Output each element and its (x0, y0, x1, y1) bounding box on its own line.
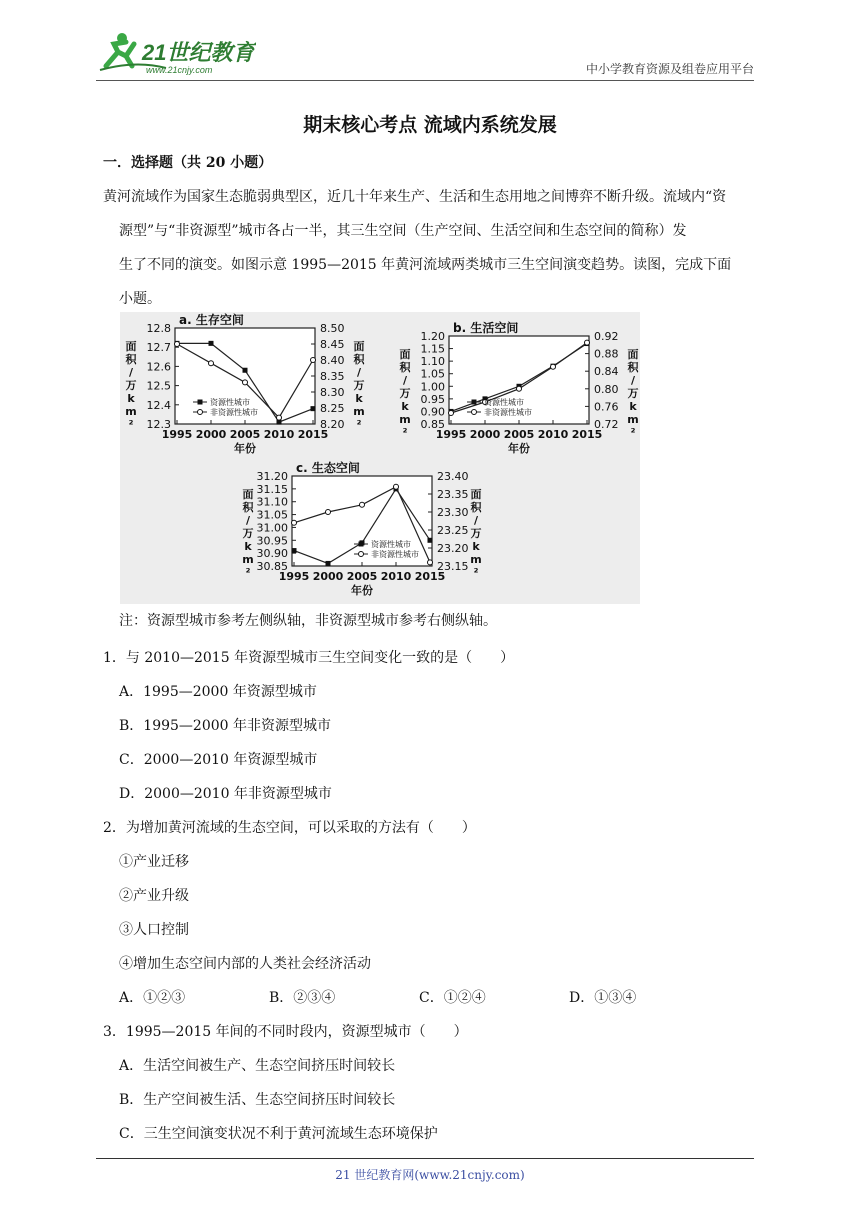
y-axis-label-left: k (401, 400, 409, 413)
y-axis-label-right: 积 (353, 353, 365, 366)
x-tick-label: 2000 (312, 570, 344, 583)
y-axis-label-left: 万 (125, 379, 137, 392)
figure-panel (120, 312, 640, 604)
x-axis-label: 年份 (234, 442, 256, 455)
y-tick-label-right: 23.30 (437, 506, 469, 519)
page-title: 期末核心考点 流域内系统发展 (303, 114, 557, 136)
y-tick-label-left: 1.10 (420, 355, 445, 369)
y-axis-label-right: k (629, 400, 637, 413)
x-tick-label: 2010 (263, 428, 295, 441)
y-axis-label-left: 积 (125, 353, 137, 366)
runner-logo-icon (96, 30, 256, 76)
site-logo (96, 30, 256, 76)
y-tick-label-left: 30.90 (256, 547, 288, 561)
data-point (243, 380, 248, 385)
x-tick-label: 2010 (380, 570, 412, 583)
data-point (277, 415, 282, 420)
y-axis-label-left: ² (402, 426, 408, 439)
option-d[interactable]: D．①③④ (569, 990, 637, 1006)
y-axis-label-right: 万 (470, 527, 482, 540)
y-tick-label-left: 30.95 (256, 534, 288, 548)
x-tick-label: 2015 (414, 570, 446, 583)
chart-title: a. 生存空间 (179, 313, 244, 327)
y-tick-label-left: 12.6 (146, 360, 171, 374)
y-tick-label-left: 30.85 (256, 560, 288, 573)
option-b[interactable]: B．生产空间被生活、生态空间挤压时间较长 (119, 1092, 396, 1108)
y-axis-label-left: 万 (399, 387, 411, 400)
question-stem: 3．1995—2015 年间的不同时段内，资源型城市（ ） (103, 1024, 468, 1040)
data-point (175, 342, 180, 347)
legend-marker (472, 400, 477, 405)
legend-marker (198, 410, 203, 415)
y-axis-label-right: m (470, 553, 482, 566)
data-point (585, 340, 590, 345)
logo-url: www.21cnjy.com (146, 65, 213, 75)
y-axis-label-right: m (353, 405, 365, 418)
chart-title: c. 生态空间 (296, 461, 360, 475)
option-a[interactable]: A．生活空间被生产、生态空间挤压时间较长 (119, 1058, 396, 1074)
data-point (360, 502, 365, 507)
footer-divider (96, 1158, 754, 1159)
page-header (0, 0, 860, 90)
y-tick-label-left: 31.15 (256, 482, 288, 496)
y-tick-label-left: 12.3 (146, 418, 171, 431)
data-point (517, 386, 522, 391)
y-tick-label-left: 12.5 (146, 379, 171, 393)
x-tick-label: 2015 (571, 428, 603, 441)
y-axis-label-right: / (356, 366, 362, 379)
statement-item: ④增加生态空间内部的人类社会经济活动 (119, 956, 371, 972)
charts-svg (120, 312, 640, 604)
y-tick-label-left: 31.20 (256, 470, 288, 483)
x-axis-label: 年份 (351, 584, 373, 597)
x-tick-label: 2015 (297, 428, 329, 441)
y-axis-label-left: k (127, 392, 135, 405)
y-axis-label-right: 万 (627, 387, 639, 400)
y-axis-label-right: 面 (627, 348, 639, 361)
option-c[interactable]: C．①②④ (419, 990, 486, 1006)
x-tick-label: 2000 (469, 428, 501, 441)
legend-label: 资源性城市 (484, 398, 524, 407)
legend-marker (359, 552, 364, 557)
data-point (209, 361, 214, 366)
x-tick-label: 2005 (229, 428, 261, 441)
logo-text: 21世纪教育 (142, 40, 255, 65)
y-axis-label-left: ² (128, 418, 134, 431)
header-tagline: 中小学教育资源及组卷应用平台 (585, 62, 754, 76)
y-tick-label-left: 1.15 (420, 342, 445, 356)
data-point (449, 411, 454, 416)
y-tick-label-left: 0.90 (420, 405, 445, 419)
option-a[interactable]: A．1995—2000 年资源型城市 (119, 684, 317, 700)
y-tick-label-right: 8.30 (320, 386, 345, 399)
y-axis-label-right: / (473, 514, 479, 527)
y-tick-label-left: 0.85 (420, 418, 445, 431)
legend-marker (198, 400, 203, 405)
y-tick-label-right: 0.80 (594, 382, 619, 396)
y-axis-label-right: 积 (470, 501, 482, 514)
legend-label: 非资源性城市 (210, 408, 258, 417)
option-c[interactable]: C．2000—2010 年资源型城市 (119, 752, 318, 768)
x-tick-label: 1995 (435, 428, 467, 441)
y-tick-label-right: 0.76 (594, 400, 619, 414)
y-tick-label-left: 12.4 (146, 398, 171, 412)
statement-item: ③人口控制 (119, 922, 189, 938)
y-axis-label-left: ² (245, 566, 251, 579)
y-axis-label-right: ² (630, 426, 636, 439)
y-axis-label-right: ² (473, 566, 479, 579)
x-tick-label: 1995 (161, 428, 193, 441)
header-divider (96, 80, 754, 81)
y-tick-label-right: 0.84 (594, 365, 619, 379)
x-tick-label: 1995 (278, 570, 310, 583)
y-axis-label-right: m (627, 413, 639, 426)
question-stem: 1．与 2010—2015 年资源型城市三生空间变化一致的是（ ） (103, 650, 515, 666)
data-point (311, 406, 316, 411)
option-a[interactable]: A．①②③ (119, 990, 186, 1006)
x-axis-label: 年份 (508, 442, 530, 455)
page-footer: 21 世纪教育网(www.21cnjy.com) (335, 1168, 525, 1182)
y-tick-label-left: 0.95 (420, 392, 445, 406)
y-tick-label-left: 31.10 (256, 495, 288, 509)
data-point (292, 548, 297, 553)
legend-marker (359, 542, 364, 547)
data-point (243, 368, 248, 373)
y-axis-label-right: 面 (353, 340, 365, 353)
y-tick-label-right: 23.25 (437, 524, 469, 537)
y-tick-label-right: 23.20 (437, 542, 469, 555)
y-axis-label-left: / (245, 514, 251, 527)
legend-label: 资源性城市 (210, 398, 250, 407)
y-tick-label-right: 8.20 (320, 418, 345, 431)
legend-marker (472, 410, 477, 415)
y-tick-label-left: 31.00 (256, 521, 288, 535)
intro-line: 源型”与“非资源型”城市各占一半，其三生空间（生产空间、生活空间和生态空间的简称）发 (119, 223, 687, 239)
data-point (292, 520, 297, 525)
y-axis-label-right: ² (356, 418, 362, 431)
y-tick-label-left: 1.05 (420, 367, 445, 381)
option-b[interactable]: B．1995—2000 年非资源型城市 (119, 718, 331, 734)
option-d[interactable]: D．2000—2010 年非资源型城市 (119, 786, 332, 802)
statement-item: ②产业升级 (119, 888, 189, 904)
y-tick-label-right: 0.72 (594, 418, 619, 431)
x-tick-label: 2005 (346, 570, 378, 583)
data-point (326, 510, 331, 515)
x-tick-label: 2010 (537, 428, 569, 441)
y-tick-label-right: 23.40 (437, 470, 469, 483)
y-axis-label-right: 积 (627, 361, 639, 374)
question-intro (103, 180, 763, 316)
y-tick-label-left: 12.8 (146, 322, 171, 335)
data-point (428, 560, 433, 565)
intro-line: 黄河流域作为国家生态脆弱典型区，近几十年来生产、生活和生态用地之间博弈不断升级。流域内“资 (103, 189, 727, 205)
data-point (311, 358, 316, 363)
data-point (394, 484, 399, 489)
option-b[interactable]: B．②③④ (269, 990, 336, 1006)
y-axis-label-right: k (472, 540, 480, 553)
y-axis-label-left: m (125, 405, 137, 418)
y-axis-label-left: k (244, 540, 252, 553)
data-point (551, 364, 556, 369)
y-tick-label-right: 8.40 (320, 354, 345, 367)
y-axis-label-left: 万 (242, 527, 254, 540)
data-point (209, 341, 214, 346)
y-tick-label-right: 23.35 (437, 488, 469, 501)
y-axis-label-right: k (355, 392, 363, 405)
y-axis-label-right: 面 (470, 488, 482, 501)
y-tick-label-right: 8.35 (320, 370, 345, 383)
y-axis-label-left: 面 (242, 488, 254, 501)
y-axis-label-left: / (128, 366, 134, 379)
figure-note: 注：资源型城市参考左侧纵轴，非资源型城市参考右侧纵轴。 (119, 613, 497, 629)
y-tick-label-right: 0.92 (594, 330, 619, 343)
y-axis-label-left: 积 (399, 361, 411, 374)
legend-label: 资源性城市 (371, 540, 411, 549)
y-axis-label-left: 积 (242, 501, 254, 514)
intro-line: 生了不同的演变。如图示意 1995—2015 年黄河流域两类城市三生空间演变趋势。读图，完成下面 (119, 257, 732, 273)
data-point (326, 561, 331, 566)
y-tick-label-right: 23.15 (437, 560, 469, 573)
y-axis-label-right: 万 (353, 379, 365, 392)
y-axis-label-left: 面 (399, 348, 411, 361)
option-c[interactable]: C．三生空间演变状况不利于黄河流域生态环境保护 (119, 1126, 438, 1142)
y-tick-label-right: 8.45 (320, 338, 345, 351)
y-tick-label-left: 12.7 (146, 341, 171, 355)
y-tick-label-right: 0.88 (594, 347, 619, 361)
x-tick-label: 2000 (195, 428, 227, 441)
x-tick-label: 2005 (503, 428, 535, 441)
y-axis-label-right: / (630, 374, 636, 387)
y-tick-label-left: 1.20 (420, 330, 445, 343)
legend-label: 非资源性城市 (484, 408, 532, 417)
question-stem: 2．为增加黄河流域的生态空间，可以采取的方法有（ ） (103, 820, 476, 836)
y-axis-label-left: / (402, 374, 408, 387)
y-axis-label-left: m (242, 553, 254, 566)
chart-title: b. 生活空间 (453, 321, 519, 335)
y-axis-label-left: 面 (125, 340, 137, 353)
data-point (428, 538, 433, 543)
y-tick-label-left: 1.00 (420, 380, 445, 394)
intro-line: 小题。 (119, 291, 161, 307)
section-heading: 一．选择题（共 20 小题） (103, 155, 273, 171)
y-axis-label-left: m (399, 413, 411, 426)
statement-item: ①产业迁移 (119, 854, 189, 870)
y-tick-label-right: 8.50 (320, 322, 345, 335)
legend-label: 非资源性城市 (371, 550, 419, 559)
inline-options (119, 987, 719, 1007)
y-tick-label-left: 31.05 (256, 508, 288, 522)
y-tick-label-right: 8.25 (320, 402, 345, 415)
